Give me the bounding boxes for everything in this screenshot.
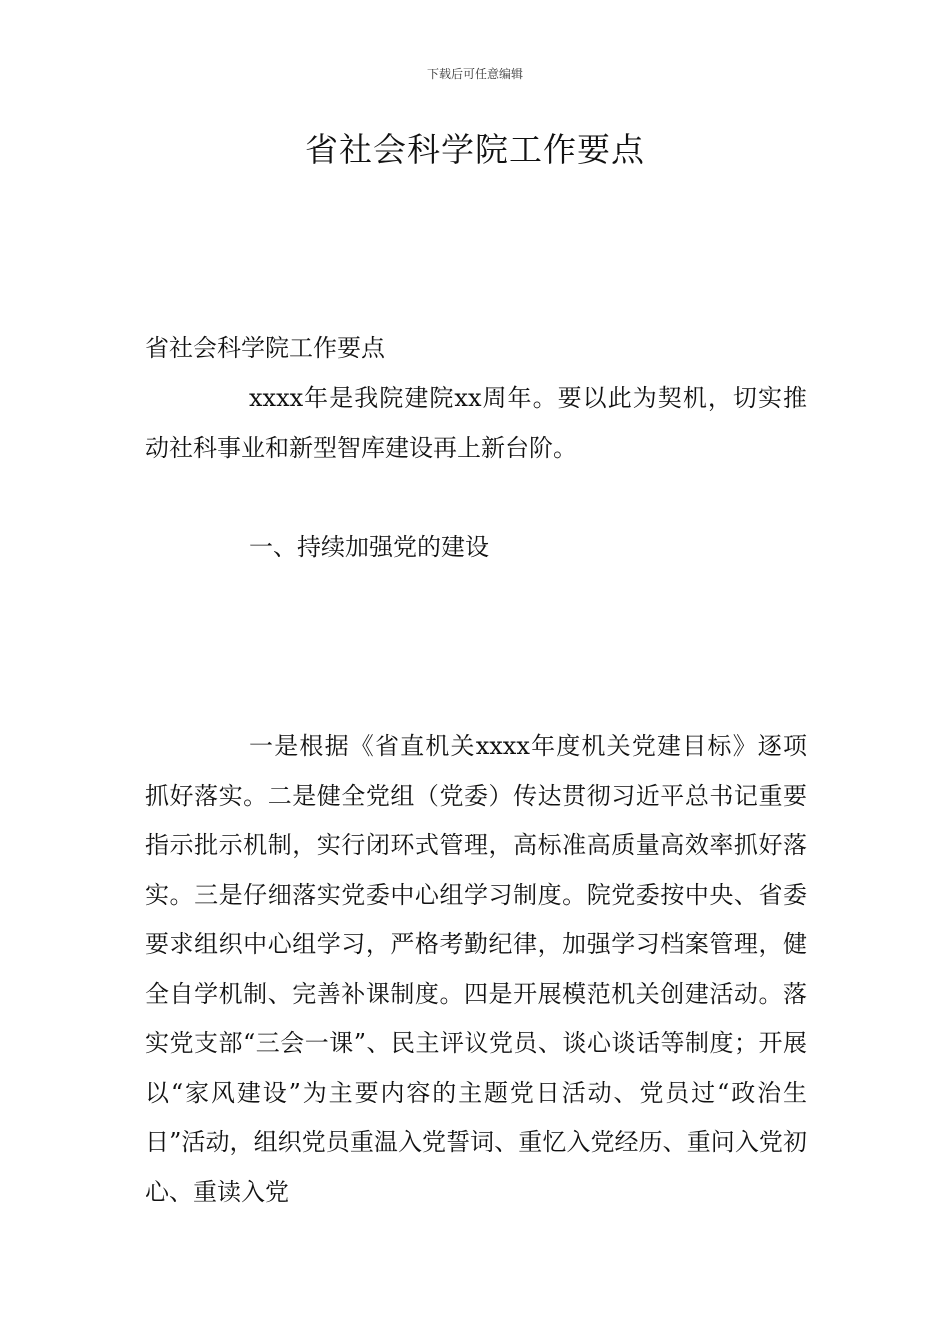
section-body-paragraph: 一是根据《省直机关xxxx年度机关党建目标》逐项抓好落实。二是健全党组（党委）传达贯彻习近平总书记重要指示批示机制，实行闭环式管理，高标准高质量高效率抓好落实。三是仔细落实党委中心组学习制度。院党委按中央、省委要求组织中心组学习，严格考勤纪律，加强学习档案管理，健全自学机制、完善补课制度。四是开展模范机关创建活动。落实党支部“三会一课”、民主评议党员、谈心谈话等制度；开展以“家风建设”为主要内容的主题党日活动、党员过“政治生日”活动，组织党员重温入党誓词、重忆入党经历、重问入党初心、重读入党 xyxy=(145,732,807,1206)
document-subtitle: 省社会科学院工作要点 xyxy=(145,334,385,362)
section-heading: 一、持续加强党的建设 xyxy=(249,533,489,561)
intro-paragraph: xxxx年是我院建院xx周年。要以此为契机，切实推动社科事业和新型智库建设再上新台阶。 xyxy=(145,384,807,462)
header-note: 下载后可任意编辑 xyxy=(426,67,523,81)
document-title: 省社会科学院工作要点 xyxy=(305,130,645,169)
